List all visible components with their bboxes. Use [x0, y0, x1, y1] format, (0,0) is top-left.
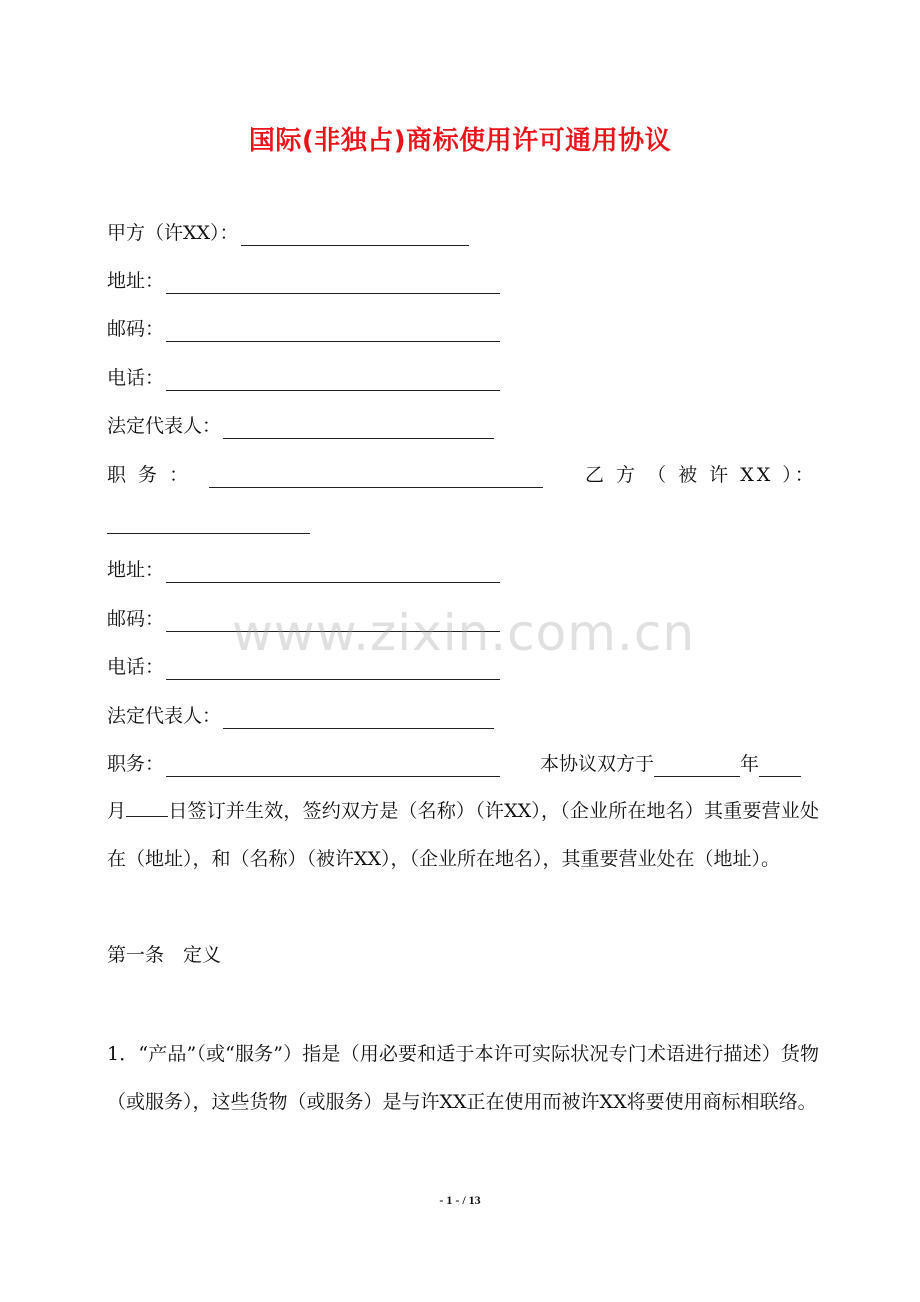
party-b-name-blank[interactable] — [107, 513, 310, 534]
agreement-month-blank-1[interactable] — [759, 756, 801, 777]
party-a-position-label: 职 务 ： — [107, 464, 192, 486]
party-b-representative-label: 法定代表人： — [107, 705, 222, 727]
party-b-position-line — [107, 751, 500, 777]
party-a-position-line — [107, 462, 543, 488]
party-a-representative-line — [107, 413, 494, 439]
party-a-phone-line — [107, 365, 500, 391]
party-a-position-blank[interactable] — [209, 467, 543, 488]
agreement-year-char: 年 — [740, 753, 760, 775]
party-b-postcode-label: 邮码： — [107, 608, 165, 630]
party-b-name-label: 乙 方 （ 被 许 XX ）： — [585, 464, 817, 486]
party-a-name-line — [107, 220, 469, 246]
party-b-representative-line — [107, 703, 494, 729]
agreement-year-blank[interactable] — [654, 756, 740, 777]
party-a-address-blank[interactable] — [166, 273, 500, 294]
party-a-address-label: 地址： — [107, 270, 165, 292]
party-a-representative-blank[interactable] — [223, 418, 494, 439]
page-number: - 1 - / 13 — [439, 1193, 481, 1207]
party-a-name-label: 甲方（许XX）： — [107, 222, 239, 244]
party-a-postcode-line — [107, 316, 500, 342]
party-a-address-line — [107, 268, 500, 294]
party-a-phone-label: 电话： — [107, 367, 165, 389]
article1-heading: 第一条 定义 — [107, 944, 222, 966]
party-b-address-label: 地址： — [107, 559, 165, 581]
watermark: www.zixin.com.cn — [232, 604, 696, 662]
agreement-day-blank[interactable] — [126, 792, 168, 817]
party-a-postcode-blank[interactable] — [166, 321, 500, 342]
agreement-date-line — [540, 751, 801, 777]
party-a-postcode-label: 邮码： — [107, 318, 165, 340]
agreement-intro-prefix: 本协议双方于 — [540, 753, 655, 775]
agreement-month-char: 月 — [107, 800, 127, 822]
party-a-name-blank[interactable] — [241, 225, 469, 246]
party-b-phone-label: 电话： — [107, 656, 165, 678]
party-a-representative-label: 法定代表人： — [107, 415, 222, 437]
party-b-position-label: 职务： — [107, 753, 165, 775]
agreement-rest-text: 日签订并生效，签约双方是（名称）（许XX），（企业所在地名）其重要营业处在（地址），和（名称）（被许XX），（企业所在地名），其重要营业处在（地址）。 — [107, 800, 819, 870]
party-b-address-blank[interactable] — [166, 562, 500, 583]
party-b-name-line — [585, 462, 817, 488]
party-b-representative-blank[interactable] — [223, 708, 494, 729]
party-b-position-blank[interactable] — [166, 756, 500, 777]
party-b-phone-blank[interactable] — [166, 659, 500, 680]
party-a-phone-blank[interactable] — [166, 370, 500, 391]
party-b-address-line — [107, 557, 500, 583]
page-title: 国际(非独占)商标使用许可通用协议 — [248, 126, 672, 156]
party-b-name-blank-line — [107, 508, 310, 534]
article1-clause1: 1．“产品”（或“服务”）指是（用必要和适于本许可实际状况专门术语进行描述）货物（或服务），这些货物（或服务）是与许XX正在使用而被许XX将要使用商标相联络。 — [107, 1043, 819, 1113]
agreement-paragraph — [107, 787, 819, 883]
